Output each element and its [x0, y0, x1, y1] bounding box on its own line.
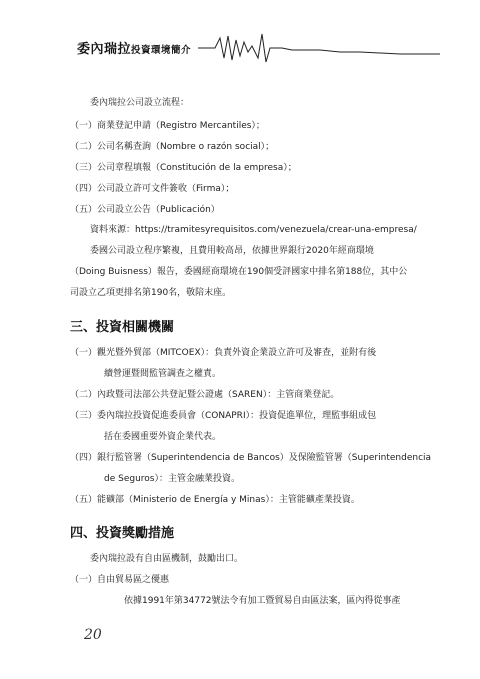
header-decoration [0, 28, 480, 68]
paragraph-line-3: 司設立乙項更排名第190名，敬陪末座。 [70, 288, 232, 298]
paragraph-line-2: （Doing Buisness）報告，委國經商環境在190個受評國家中排名第188位，其中公 [70, 267, 408, 277]
agency-item-4-line-2: de Seguros）：主管金融業投資。 [104, 474, 240, 484]
section-3-heading: 三、投資相關機關 [70, 320, 175, 335]
header-title [77, 38, 191, 57]
agency-item-4-line-1: （四）銀行監管署（Superintendencia de Bancos）及保險監管署（Superintendencia [70, 453, 432, 463]
flow-step-3: （三）公司章程填報（Constitución de la empresa）； [70, 163, 297, 173]
source-note: 資料來源：https://tramitesyrequisitos.com/venezuela/crear-una-empresa/ [90, 225, 417, 235]
agency-item-3-line-1: （三）委內瑞拉投資促進委員會（CONAPRI）：投資促進單位，理監事組成包 [70, 411, 377, 421]
paragraph-line-1: 委國公司設立程序繁複，且費用較高昂，依據世界銀行2020年經商環境 [90, 246, 374, 256]
flow-step-1: （一）商業登記申請（Registro Mercantiles）； [70, 121, 265, 131]
agency-item-1-line-1: （一）觀光暨外貿部（MITCOEX）：負責外資企業設立許可及審查，並附有後 [70, 348, 377, 358]
flow-step-4: （四）公司設立許可文件簽收（Firma）； [70, 184, 235, 194]
page-number: 20 [84, 627, 102, 643]
section-4-sub1: （一）自由貿易區之優惠 [70, 575, 170, 585]
header-title-main: 委內瑞拉 [77, 42, 132, 57]
flow-step-5: （五）公司設立公告（Publicación） [70, 205, 220, 215]
agency-item-5: （五）能礦部（Ministerio de Energía y Minas）：主管能礦產業投資。 [70, 495, 360, 505]
section-4-intro: 委內瑞拉設有自由區機制，鼓勵出口。 [90, 554, 244, 564]
flow-step-2: （二）公司名稱查詢（Nombre o razón social）； [70, 142, 275, 152]
agency-item-1-line-2: 續營運暨間監管調查之權責。 [104, 369, 222, 379]
agency-item-2: （二）內政暨司法部公共登記暨公證處（SAREN）：主管商業登記。 [70, 390, 340, 400]
header-title-sub: 投資環境簡介 [131, 45, 192, 56]
flow-heading: 委內瑞拉公司設立流程： [90, 98, 190, 108]
header-ecg-line [198, 34, 440, 62]
agency-item-3-line-2: 括在委國重要外資企業代表。 [104, 432, 222, 442]
section-4-sub1-text: 依據1991年第34772號法令有加工暨貿易自由區法案，區內得從事產 [124, 596, 401, 606]
section-4-heading: 四、投資獎勵措施 [70, 526, 175, 541]
